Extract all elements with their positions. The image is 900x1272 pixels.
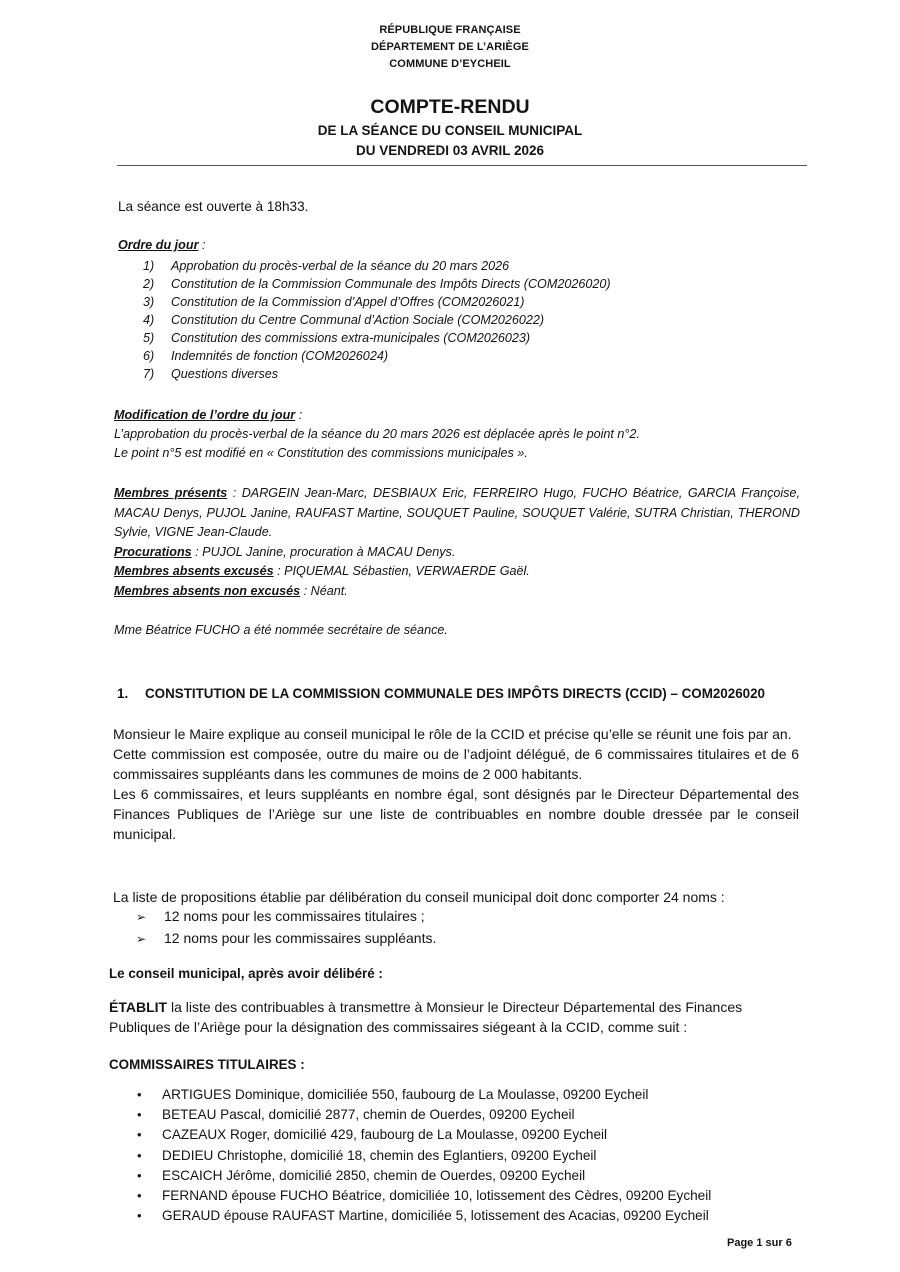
title-sub2: DU VENDREDI 03 AVRIL 2026: [355, 143, 545, 158]
titulaires-list: [137, 1085, 797, 1226]
members-unexcused-text: : Néant.: [300, 583, 348, 598]
agenda-item-text: Approbation du procès-verbal de la séance du 20 mars 2026: [171, 259, 510, 273]
agenda-item-text: Constitution de la Commission Communale des Impôts Directs (COM2026020): [171, 277, 611, 291]
agenda-list: [143, 257, 743, 383]
page-number: [727, 1237, 792, 1249]
list-item: [137, 1146, 797, 1166]
agenda-item-number: 6): [143, 349, 155, 363]
section-1-para-3: Les 6 commissaires, et leurs suppléants en nombre égal, sont désignés par le Directeur Départemental des Finances Publiques de l’Ariège sur une liste de contribuables en nombre double dressée par le conseil municipal.: [113, 786, 799, 842]
modification-line-2: Le point n°5 est modifié en « Constitution des commissions municipales ».: [114, 446, 528, 460]
modification-heading: [114, 406, 804, 425]
agenda-item-number: 2): [143, 277, 155, 291]
list-item-text: 12 noms pour les commissaires titulaires ;: [164, 908, 425, 924]
arrow-bullet-icon: ➢: [136, 932, 147, 946]
bullet-icon: •: [137, 1087, 142, 1102]
section-1-para-2: Cette commission est composée, outre du maire ou de l’adjoint délégué, de 6 commissaires titulaires et de 6 commissaires suppléants dans les communes de moins de 2 000 habitants.: [113, 746, 799, 782]
bullet-icon: •: [137, 1188, 142, 1204]
list-item-text: BETEAU Pascal, domicilié 2877, chemin de Ouerdes, 09200 Eycheil: [162, 1107, 575, 1123]
section-1-title: [117, 684, 817, 704]
council-deliberation: Le conseil municipal, après avoir délibéré :: [109, 966, 383, 981]
agenda-item-number: 1): [143, 259, 155, 273]
agenda-item: [143, 329, 743, 347]
agenda-item: [143, 293, 743, 311]
section-1-para-4: La liste de propositions établie par délibération du conseil municipal doit donc comporter 24 noms :: [113, 889, 725, 905]
title-main: COMPTE-RENDU: [370, 96, 530, 118]
bullet-icon: •: [137, 1147, 142, 1163]
list-item: [137, 1206, 797, 1226]
agenda-item-text: Constitution des commissions extra-municipales (COM2026023): [171, 331, 531, 345]
members-present-text: : DARGEIN Jean-Marc, DESBIAUX Eric, FERREIRO Hugo, FUCHO Béatrice, GARCIA Françoise, MACAU Denys, PUJOL Janine, RAUFAST Martine, SOUQUET Pauline, SOUQUET Valérie, SUTRA Christian, THEROND Sylvie, VIGNE Jean-Claude.: [114, 486, 800, 539]
document-header: [0, 22, 900, 73]
members-excused-label: Membres absents excusés: [114, 564, 274, 578]
agenda-item-number: 3): [143, 295, 155, 309]
secretary-line: Mme Béatrice FUCHO a été nommée secrétaire de séance.: [114, 623, 448, 637]
opening-line: La séance est ouverte à 18h33.: [118, 199, 309, 214]
page-prefix: Page: [727, 1237, 757, 1249]
members-unexcused-label: Membres absents non excusés: [114, 583, 301, 598]
attendance-block: [114, 484, 800, 601]
agenda-item-number: 7): [143, 367, 155, 381]
names-count-list: [136, 906, 776, 950]
titulaires-heading: COMMISSAIRES TITULAIRES :: [109, 1057, 305, 1072]
section-1-para-1: Monsieur le Maire explique au conseil municipal le rôle de la CCID et précise qu’elle se réunit une fois par an.: [113, 726, 792, 742]
page-current: 1: [756, 1237, 763, 1249]
proxies-text: : PUJOL Janine, procuration à MACAU Denys.: [191, 544, 456, 559]
section-1-intro: [113, 724, 799, 844]
members-unexcused: [114, 582, 800, 602]
bullet-icon: •: [137, 1208, 142, 1224]
modification-colon: :: [295, 408, 303, 422]
members-excused-text: : PIQUEMAL Sébastien, VERWAERDE Gaël.: [273, 564, 530, 578]
header-department: DÉPARTEMENT DE L’ARIÈGE: [371, 41, 529, 53]
modification-line-1: L’approbation du procès-verbal de la séance du 20 mars 2026 est déplacée après le point n°2.: [114, 427, 640, 441]
agenda-item-text: Constitution de la Commission d’Appel d’Offres (COM2026021): [171, 295, 525, 309]
establishes-keyword: ÉTABLIT: [109, 999, 168, 1015]
list-item: [136, 928, 776, 950]
agenda-item: [143, 257, 743, 275]
header-commune: COMMUNE D’EYCHEIL: [389, 58, 511, 70]
list-item-text: DEDIEU Christophe, domicilié 18, chemin des Eglantiers, 09200 Eycheil: [162, 1147, 597, 1163]
establishes-paragraph: [109, 997, 799, 1037]
proxies: [114, 543, 800, 563]
page-separator: sur: [762, 1237, 786, 1249]
list-item-text: FERNAND épouse FUCHO Béatrice, domiciliée 10, lotissement des Cèdres, 09200 Eycheil: [162, 1188, 712, 1204]
list-item-text: 12 noms pour les commissaires suppléants.: [164, 930, 437, 946]
title-sub1: DE LA SÉANCE DU CONSEIL MUNICIPAL: [317, 123, 583, 138]
agenda-label: Ordre du jour: [118, 238, 199, 252]
list-item-text: ARTIGUES Dominique, domiciliée 550, faubourg de La Moulasse, 09200 Eycheil: [162, 1087, 649, 1102]
agenda-item: [143, 347, 743, 365]
members-present-label: Membres présents: [114, 486, 228, 500]
page-total: 6: [785, 1237, 792, 1249]
modification-label: Modification de l’ordre du jour: [114, 408, 296, 422]
document-title: [0, 93, 900, 161]
agenda-item-number: 4): [143, 313, 155, 327]
agenda-item: [143, 275, 743, 293]
list-item: [137, 1125, 797, 1145]
agenda-item: [143, 365, 743, 383]
members-present: [114, 484, 800, 543]
list-item: [137, 1166, 797, 1186]
agenda-heading: [118, 236, 808, 255]
modification-block: [114, 406, 804, 463]
list-item: [136, 906, 776, 928]
agenda-item-number: 5): [143, 331, 155, 345]
bullet-icon: •: [137, 1127, 142, 1143]
agenda-item-text: Indemnités de fonction (COM2026024): [171, 349, 389, 363]
bullet-icon: •: [137, 1167, 142, 1183]
list-item: [137, 1085, 797, 1105]
agenda-item-text: Constitution du Centre Communal d’Action Sociale (COM2026022): [171, 313, 545, 327]
list-item-text: ESCAICH Jérôme, domicilié 2850, chemin de Ouerdes, 09200 Eycheil: [162, 1167, 586, 1183]
list-item: [137, 1105, 797, 1125]
establishes-text: la liste des contribuables à transmettre à Monsieur le Directeur Départemental des Finances Publiques de l’Ariège pour la désignation des commissaires siégeant à la CCID, comme suit :: [109, 999, 743, 1035]
bullet-icon: •: [137, 1107, 142, 1123]
list-item-text: GERAUD épouse RAUFAST Martine, domiciliée 5, lotissement des Acacias, 09200 Eycheil: [162, 1208, 709, 1224]
arrow-bullet-icon: ➢: [136, 910, 147, 924]
section-1-heading: CONSTITUTION DE LA COMMISSION COMMUNALE DES IMPÔTS DIRECTS (CCID) – COM2026020: [145, 686, 765, 701]
list-item-text: CAZEAUX Roger, domicilié 429, faubourg de La Moulasse, 09200 Eycheil: [162, 1127, 608, 1143]
proxies-label: Procurations: [114, 544, 192, 559]
title-divider: [117, 165, 807, 166]
agenda-item-text: Questions diverses: [171, 367, 279, 381]
members-excused: [114, 562, 800, 582]
agenda-item: [143, 311, 743, 329]
section-1-number: 1.: [117, 686, 129, 701]
agenda-colon: :: [198, 238, 206, 252]
header-republic: RÉPUBLIQUE FRANÇAISE: [379, 24, 521, 36]
list-item: [137, 1186, 797, 1206]
